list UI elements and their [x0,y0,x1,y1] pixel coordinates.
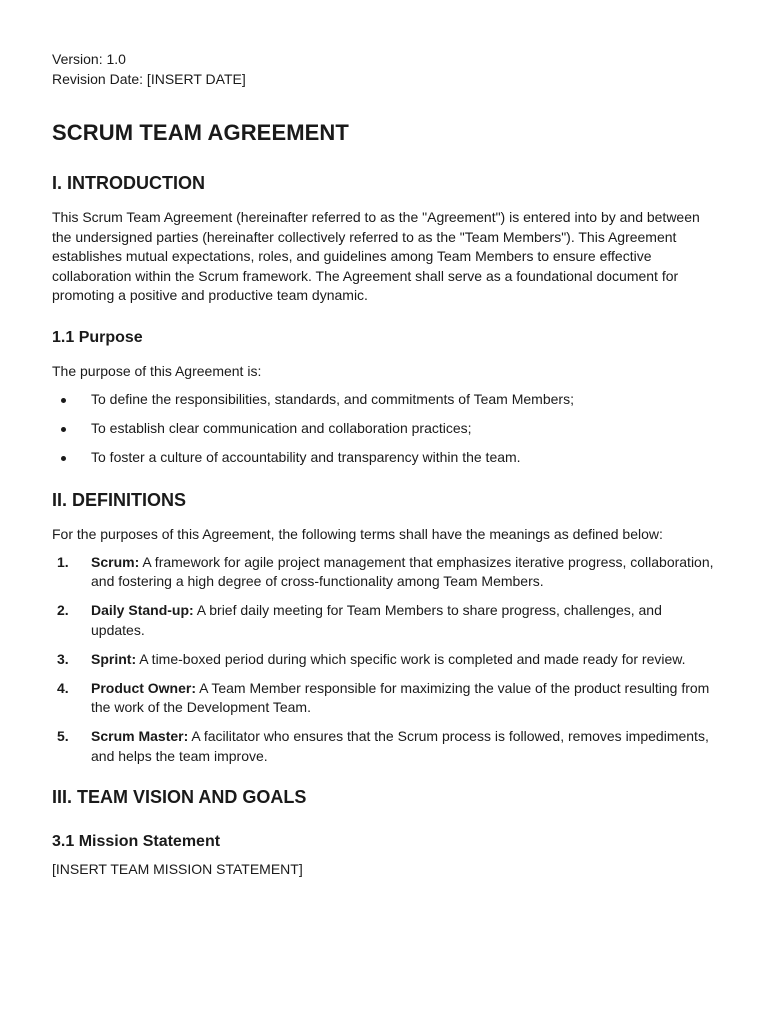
purpose-heading: 1.1 Purpose [52,328,143,346]
definition-text: A framework for agile project management that emphasizes iterative progress, collaboration, and fostering a high degree of cross-functionality among Team Members. [91,553,714,589]
definition-term: Scrum: [91,553,140,570]
definition-item [52,727,718,766]
definition-term: Product Owner: [91,679,197,696]
mission-statement: [INSERT TEAM MISSION STATEMENT] [52,861,303,877]
definitions-heading: II. DEFINITIONS [52,490,187,510]
vision-section [52,786,718,880]
list-item-text: To foster a culture of accountability and transparency within the team. [91,449,521,465]
mission-heading: 3.1 Mission Statement [52,833,221,850]
definitions-intro: For the purposes of this Agreement, the following terms shall have the meanings as defined below: [52,526,663,542]
definitions-section [52,489,718,766]
list-item [52,390,718,409]
bullet-icon [61,456,66,461]
definition-item [52,553,718,592]
definition-text: A brief daily meeting for Team Members to share progress, challenges, and updates. [91,602,662,638]
definition-item [52,679,718,718]
version-line: Version: 1.0 [52,51,126,67]
definition-term: Scrum Master: [91,728,189,744]
list-item [52,419,718,438]
item-number: 4. [57,679,69,696]
list-item [52,448,718,467]
introduction-section [52,172,718,467]
introduction-heading: I. INTRODUCTION [52,173,205,193]
bullet-icon [61,427,66,432]
item-number: 2. [57,602,69,618]
revision-date-line: Revision Date: [INSERT DATE] [52,71,246,87]
definitions-list [52,553,718,767]
item-number: 5. [57,728,69,744]
definition-text: A time-boxed period during which specific work is completed and made ready for review. [136,650,686,667]
definition-item [52,650,718,670]
definition-text: A Team Member responsible for maximizing the value of the product resulting from the work of the Development Team. [91,679,710,715]
vision-heading: III. TEAM VISION AND GOALS [52,787,307,807]
bullet-icon [61,398,66,403]
list-item-text: To establish clear communication and collaboration practices; [91,420,472,436]
purpose-intro: The purpose of this Agreement is: [52,362,262,379]
purpose-list [52,390,718,467]
definition-text: A facilitator who ensures that the Scrum process is followed, removes impediments, and helps the team improve. [91,728,709,764]
item-number: 3. [57,650,69,667]
document-title: SCRUM TEAM AGREEMENT [52,120,349,145]
definition-term: Daily Stand-up: [91,602,194,618]
introduction-body: This Scrum Team Agreement (hereinafter referred to as the "Agreement") is entered into by and between the undersigned parties (hereinafter collectively referred to as the "Team Members"). This Agreement establishes mutual expectations, roles, and guidelines among Team Members to ensure effective collaboration within the Scrum framework. The Agreement shall serve as a foundational document for promoting a positive and productive team dynamic. [52,209,700,303]
definition-item [52,601,718,640]
definition-term: Sprint: [91,650,137,667]
item-number: 1. [57,553,69,570]
list-item-text: To define the responsibilities, standards, and commitments of Team Members; [91,391,574,407]
